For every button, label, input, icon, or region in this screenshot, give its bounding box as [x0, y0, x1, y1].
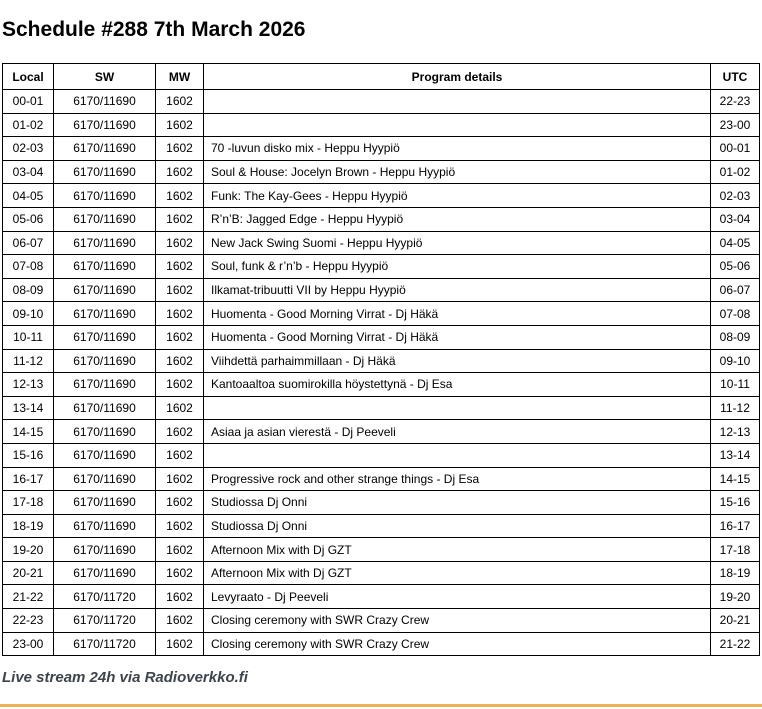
- cell-sw: 6170/11690: [54, 184, 156, 208]
- cell-sw: 6170/11690: [54, 491, 156, 515]
- cell-sw: 6170/11690: [54, 160, 156, 184]
- cell-utc: 16-17: [711, 514, 760, 538]
- cell-local: 05-06: [3, 207, 54, 231]
- cell-utc: 17-18: [711, 538, 760, 562]
- cell-mw: 1602: [156, 349, 204, 373]
- live-stream-note: Live stream 24h via Radioverkko.fi: [2, 669, 248, 687]
- cell-local: 14-15: [3, 420, 54, 444]
- table-row: [3, 491, 760, 515]
- cell-program: New Jack Swing Suomi - Heppu Hyypiö: [204, 231, 711, 255]
- cell-mw: 1602: [156, 325, 204, 349]
- cell-program: Funk: The Kay-Gees - Heppu Hyypiö: [204, 184, 711, 208]
- table-row: [3, 349, 760, 373]
- cell-utc: 18-19: [711, 561, 760, 585]
- cell-program: [204, 90, 711, 114]
- cell-program: Huomenta - Good Morning Virrat - Dj Häkä: [204, 325, 711, 349]
- cell-mw: 1602: [156, 491, 204, 515]
- cell-mw: 1602: [156, 609, 204, 633]
- table-row: [3, 90, 760, 114]
- cell-local: 18-19: [3, 514, 54, 538]
- cell-local: 21-22: [3, 585, 54, 609]
- cell-utc: 08-09: [711, 325, 760, 349]
- table-row: [3, 420, 760, 444]
- cell-local: 13-14: [3, 396, 54, 420]
- cell-mw: 1602: [156, 231, 204, 255]
- cell-local: 04-05: [3, 184, 54, 208]
- cell-utc: 01-02: [711, 160, 760, 184]
- cell-mw: 1602: [156, 443, 204, 467]
- cell-sw: 6170/11720: [54, 632, 156, 656]
- table-row: [3, 207, 760, 231]
- cell-program: Afternoon Mix with Dj GZT: [204, 561, 711, 585]
- table-row: [3, 302, 760, 326]
- cell-local: 11-12: [3, 349, 54, 373]
- cell-program: Soul, funk & r’n’b - Heppu Hyypiö: [204, 255, 711, 279]
- cell-utc: 02-03: [711, 184, 760, 208]
- table-row: [3, 585, 760, 609]
- table-row: [3, 137, 760, 161]
- cell-utc: 06-07: [711, 278, 760, 302]
- cell-local: 15-16: [3, 443, 54, 467]
- cell-sw: 6170/11690: [54, 255, 156, 279]
- table-row: [3, 325, 760, 349]
- cell-program: Viihdettä parhaimmillaan - Dj Häkä: [204, 349, 711, 373]
- cell-mw: 1602: [156, 585, 204, 609]
- schedule-table-header: [3, 64, 760, 90]
- cell-local: 09-10: [3, 302, 54, 326]
- column-header-program: Program details: [204, 64, 711, 90]
- cell-utc: 04-05: [711, 231, 760, 255]
- cell-mw: 1602: [156, 137, 204, 161]
- cell-local: 12-13: [3, 373, 54, 397]
- cell-utc: 07-08: [711, 302, 760, 326]
- table-row: [3, 278, 760, 302]
- cell-sw: 6170/11690: [54, 373, 156, 397]
- page-title: Schedule #288 7th March 2026: [2, 18, 306, 41]
- table-row: [3, 632, 760, 656]
- cell-utc: 21-22: [711, 632, 760, 656]
- cell-mw: 1602: [156, 90, 204, 114]
- cell-sw: 6170/11690: [54, 231, 156, 255]
- cell-mw: 1602: [156, 207, 204, 231]
- table-row: [3, 160, 760, 184]
- cell-program: Kantoaaltoa suomirokilla höystettynä - Dj Esa: [204, 373, 711, 397]
- cell-sw: 6170/11690: [54, 420, 156, 444]
- cell-program: Studiossa Dj Onni: [204, 514, 711, 538]
- cell-mw: 1602: [156, 561, 204, 585]
- cell-program: Closing ceremony with SWR Crazy Crew: [204, 609, 711, 633]
- cell-local: 08-09: [3, 278, 54, 302]
- cell-local: 01-02: [3, 113, 54, 137]
- cell-program: [204, 113, 711, 137]
- cell-local: 07-08: [3, 255, 54, 279]
- cell-mw: 1602: [156, 538, 204, 562]
- cell-mw: 1602: [156, 420, 204, 444]
- cell-local: 03-04: [3, 160, 54, 184]
- cell-program: Ilkamat-tribuutti VII by Heppu Hyypiö: [204, 278, 711, 302]
- cell-sw: 6170/11690: [54, 561, 156, 585]
- cell-sw: 6170/11690: [54, 443, 156, 467]
- cell-local: 22-23: [3, 609, 54, 633]
- column-header-sw: SW: [54, 64, 156, 90]
- cell-utc: 00-01: [711, 137, 760, 161]
- cell-mw: 1602: [156, 255, 204, 279]
- table-row: [3, 467, 760, 491]
- cell-local: 23-00: [3, 632, 54, 656]
- cell-local: 17-18: [3, 491, 54, 515]
- cell-sw: 6170/11690: [54, 514, 156, 538]
- column-header-utc: UTC: [711, 64, 760, 90]
- cell-local: 10-11: [3, 325, 54, 349]
- cell-utc: 11-12: [711, 396, 760, 420]
- column-header-local: Local: [3, 64, 54, 90]
- cell-sw: 6170/11690: [54, 278, 156, 302]
- table-row: [3, 514, 760, 538]
- cell-utc: 22-23: [711, 90, 760, 114]
- cell-program: Huomenta - Good Morning Virrat - Dj Häkä: [204, 302, 711, 326]
- cell-program: 70 -luvun disko mix - Heppu Hyypiö: [204, 137, 711, 161]
- cell-utc: 14-15: [711, 467, 760, 491]
- cell-local: 20-21: [3, 561, 54, 585]
- cell-sw: 6170/11690: [54, 137, 156, 161]
- table-row: [3, 184, 760, 208]
- cell-program: Soul & House: Jocelyn Brown - Heppu Hyypiö: [204, 160, 711, 184]
- cell-utc: 15-16: [711, 491, 760, 515]
- cell-utc: 23-00: [711, 113, 760, 137]
- cell-local: 06-07: [3, 231, 54, 255]
- schedule-table-body: [3, 90, 760, 656]
- cell-utc: 05-06: [711, 255, 760, 279]
- cell-sw: 6170/11690: [54, 325, 156, 349]
- cell-local: 02-03: [3, 137, 54, 161]
- cell-mw: 1602: [156, 467, 204, 491]
- cell-mw: 1602: [156, 373, 204, 397]
- cell-mw: 1602: [156, 396, 204, 420]
- cell-utc: 03-04: [711, 207, 760, 231]
- cell-program: Studiossa Dj Onni: [204, 491, 711, 515]
- cell-utc: 09-10: [711, 349, 760, 373]
- table-row: [3, 113, 760, 137]
- cell-mw: 1602: [156, 184, 204, 208]
- cell-local: 16-17: [3, 467, 54, 491]
- table-row: [3, 443, 760, 467]
- cell-sw: 6170/11690: [54, 349, 156, 373]
- cell-sw: 6170/11690: [54, 302, 156, 326]
- cell-sw: 6170/11690: [54, 467, 156, 491]
- table-row: [3, 373, 760, 397]
- cell-mw: 1602: [156, 302, 204, 326]
- header-row: [3, 64, 760, 90]
- cell-local: 00-01: [3, 90, 54, 114]
- cell-program: [204, 396, 711, 420]
- table-row: [3, 231, 760, 255]
- cell-program: R’n’B: Jagged Edge - Heppu Hyypiö: [204, 207, 711, 231]
- cell-program: Closing ceremony with SWR Crazy Crew: [204, 632, 711, 656]
- cell-sw: 6170/11690: [54, 90, 156, 114]
- cell-program: Progressive rock and other strange things - Dj Esa: [204, 467, 711, 491]
- cell-program: Afternoon Mix with Dj GZT: [204, 538, 711, 562]
- cell-program: Levyraato - Dj Peeveli: [204, 585, 711, 609]
- cell-mw: 1602: [156, 278, 204, 302]
- cell-sw: 6170/11690: [54, 113, 156, 137]
- table-row: [3, 396, 760, 420]
- bottom-accent-bar: [0, 704, 762, 707]
- cell-sw: 6170/11720: [54, 585, 156, 609]
- cell-utc: 10-11: [711, 373, 760, 397]
- cell-program: Asiaa ja asian vierestä - Dj Peeveli: [204, 420, 711, 444]
- cell-utc: 20-21: [711, 609, 760, 633]
- column-header-mw: MW: [156, 64, 204, 90]
- cell-sw: 6170/11690: [54, 207, 156, 231]
- cell-sw: 6170/11690: [54, 538, 156, 562]
- cell-mw: 1602: [156, 632, 204, 656]
- cell-utc: 12-13: [711, 420, 760, 444]
- cell-mw: 1602: [156, 113, 204, 137]
- cell-program: [204, 443, 711, 467]
- table-row: [3, 561, 760, 585]
- cell-sw: 6170/11720: [54, 609, 156, 633]
- table-row: [3, 255, 760, 279]
- schedule-table: [2, 63, 760, 656]
- cell-utc: 13-14: [711, 443, 760, 467]
- cell-mw: 1602: [156, 160, 204, 184]
- cell-local: 19-20: [3, 538, 54, 562]
- cell-mw: 1602: [156, 514, 204, 538]
- table-row: [3, 609, 760, 633]
- table-row: [3, 538, 760, 562]
- cell-sw: 6170/11690: [54, 396, 156, 420]
- cell-utc: 19-20: [711, 585, 760, 609]
